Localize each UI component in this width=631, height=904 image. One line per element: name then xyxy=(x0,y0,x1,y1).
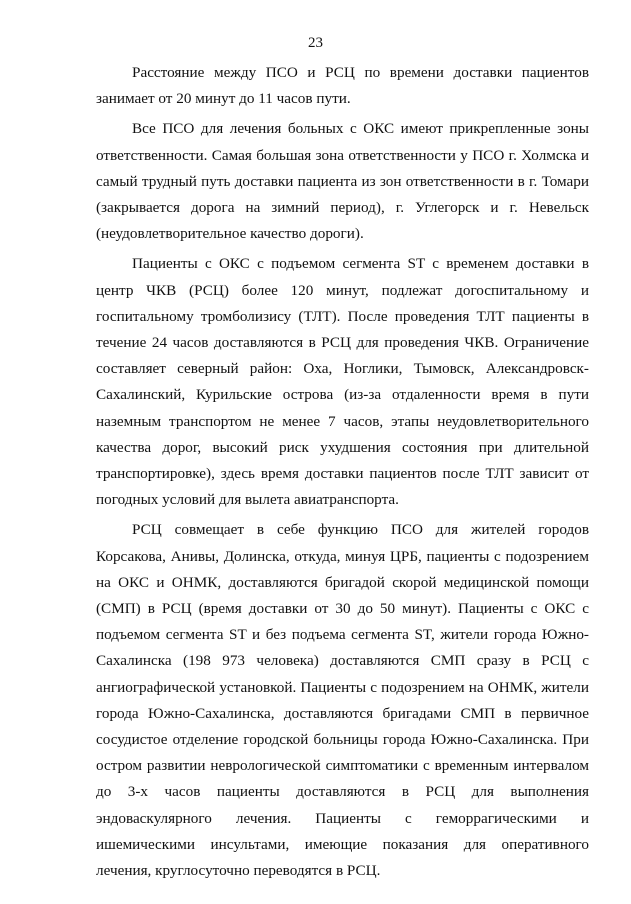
paragraph-thrombolysis: Пациенты с ОКС с подъемом сегмента ST с временем доставки в центр ЧКВ (РСЦ) более 120 минут, подлежат догоспитальному и госпитальному тромболизису (ТЛТ). После проведения ТЛТ пациенты в течение 24 часов доставляются в РСЦ для проведения ЧКВ. Ограничение составляет северный район: Оха, Ноглики, Тымовск, Александровск-Сахалинский, Курильские острова (из-за отдаленности время в пути наземным транспортом не менее 7 часов, этапы неудовлетворительного качества дорог, высокий риск ухудшения состояния при длительной транспортировке), здесь время доставки пациентов после ТЛТ зависит от погодных условий для вылета авиатранспорта. xyxy=(96,255,589,509)
body-text xyxy=(96,60,589,888)
paragraph-rsc-function: РСЦ совмещает в себе функцию ПСО для жителей городов Корсакова, Анивы, Долинска, откуда, минуя ЦРБ, пациенты с подозрением на ОКС и ОНМК, доставляются бригадой скорой медицинской помощи (СМП) в РСЦ (время доставки от 30 до 50 минут). Пациенты с ОКС с подъемом сегмента ST и без подъема сегмента ST, жители города Южно-Сахалинска (198 973 человека) доставляются СМП сразу в РСЦ с ангиографической установкой. Пациенты с подозрением на ОНМК, жители города Южно-Сахалинска, доставляются бригадами СМП в первичное сосудистое отделение городской больницы города Южно-Сахалинска. При остром развитии неврологической симптоматики с временным интервалом до 3-х часов пациенты доставляются в РСЦ для выполнения эндоваскулярного лечения. Пациенты с геморрагическими и ишемическими инсультами, имеющие показания для оперативного лечения, круглосуточно переводятся в РСЦ. xyxy=(96,521,589,880)
page-number: 23 xyxy=(308,35,323,51)
paragraph-delivery-distance: Расстояние между ПСО и РСЦ по времени доставки пациентов занимает от 20 минут до 11 часов пути. xyxy=(96,64,589,108)
paragraph-responsibility-zones: Все ПСО для лечения больных с ОКС имеют прикрепленные зоны ответственности. Самая большая зона ответственности у ПСО г. Холмска и самый трудный путь доставки пациента из зон ответственности в г. Томари (закрывается дорога на зимний период), г. Углегорск и г. Невельск (неудовлетворительное качество дороги). xyxy=(96,120,589,243)
